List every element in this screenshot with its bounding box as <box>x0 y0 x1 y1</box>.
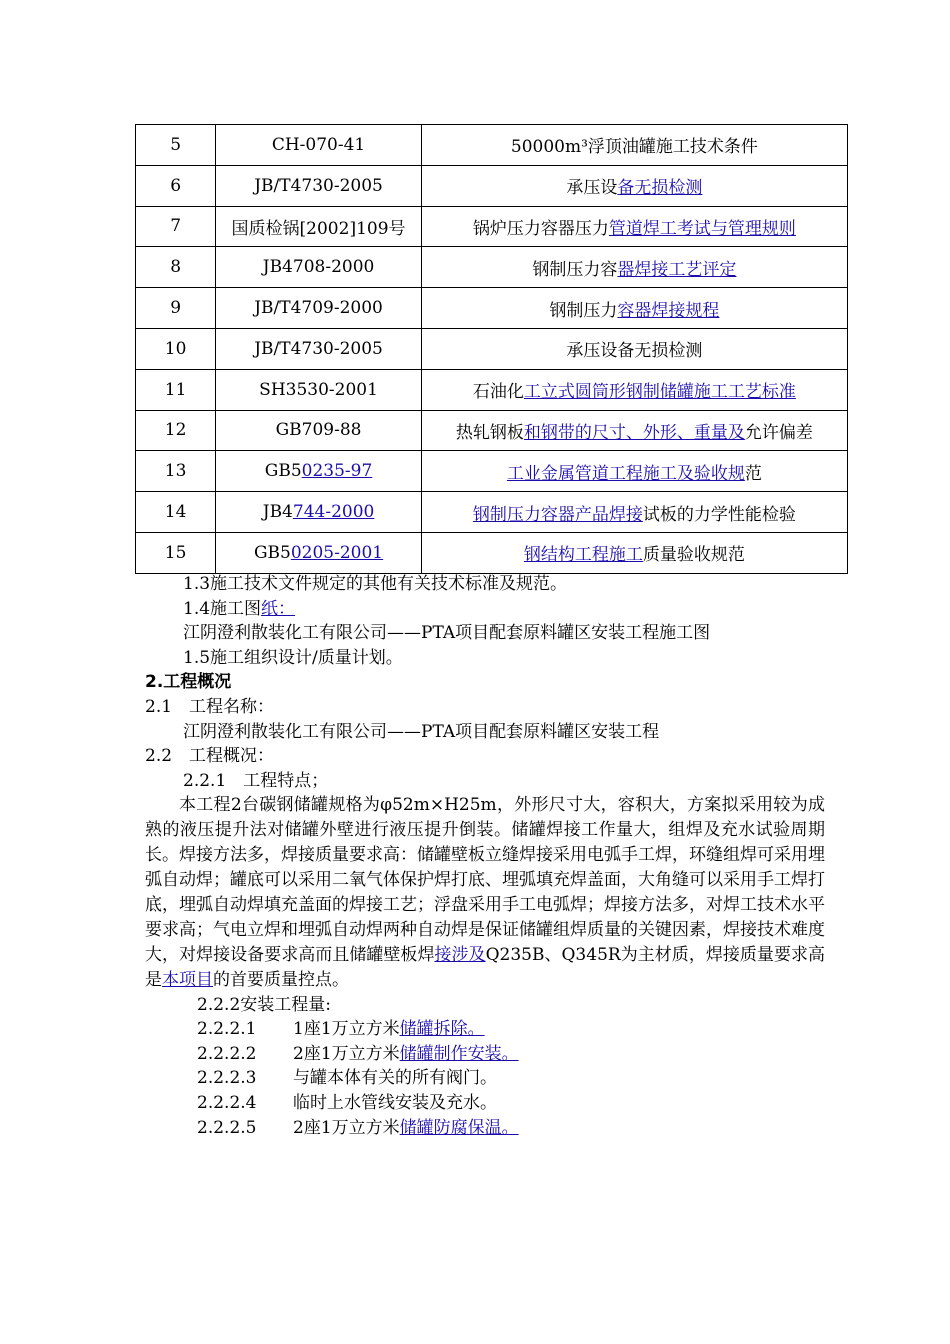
table-row <box>136 165 848 206</box>
standard-title-text: 质量验收规范 <box>642 545 745 566</box>
standard-title-link[interactable]: 容器焊接规程 <box>617 300 720 321</box>
standard-code <box>216 451 422 492</box>
standard-code-prefix: GB5 <box>253 542 291 563</box>
standard-title-link[interactable]: 和钢带的尺寸、外形、重量及 <box>523 422 745 443</box>
row-number: 12 <box>136 410 216 451</box>
project-name: 江阴澄利散装化工有限公司——PTA项目配套原料罐区安装工程 <box>183 721 660 742</box>
install-item <box>145 1116 825 1141</box>
table-row <box>136 451 848 492</box>
install-item-text: 临时上水管线安装及充水。 <box>293 1092 497 1113</box>
row-number: 14 <box>136 492 216 533</box>
standard-title-text: 允许偏差 <box>744 422 813 443</box>
clause-1-4-link[interactable]: 纸： <box>261 598 296 619</box>
standard-title-link[interactable]: 管道焊工考试与管理规则 <box>608 218 796 239</box>
clause-1-4-label: 1.4施工图 <box>183 598 262 619</box>
standard-title <box>421 125 847 166</box>
install-item <box>145 1091 825 1116</box>
standard-title-text: 钢制压力 <box>549 300 618 321</box>
document-body <box>145 572 825 1140</box>
clause-1-4-drawing: 江阴澄利散装化工有限公司——PTA项目配套原料罐区安装工程施工图 <box>183 623 711 644</box>
table-row <box>136 125 848 166</box>
clause-1-3: 1.3施工技术文件规定的其他有关技术标准及规范。 <box>183 574 568 594</box>
standard-title-link[interactable]: 工业金属管道工程施工及验收规 <box>506 463 745 484</box>
clause-2-2-1: 2.2.1 工程特点； <box>183 770 329 791</box>
standards-table-body <box>136 125 848 574</box>
standard-title-text: 锅炉压力容器压力 <box>472 218 609 239</box>
standard-code-link[interactable]: 744-2000 <box>292 502 375 523</box>
table-row <box>136 288 848 329</box>
standard-title-link[interactable]: 备无损检测 <box>617 178 703 199</box>
clause-2-2-2: 2.2.2安装工程量: <box>197 994 331 1015</box>
standard-code: JB/T4730-2005 <box>216 165 422 206</box>
clause-2-2: 2.2 工程概况： <box>145 746 275 767</box>
install-item-number: 2.2.2.3 <box>197 1068 257 1089</box>
standard-code <box>216 532 422 573</box>
standard-title <box>421 165 847 206</box>
install-item <box>145 1042 825 1067</box>
paragraph-link-2[interactable]: 本项目 <box>162 969 213 990</box>
table-row <box>136 328 848 369</box>
standard-title <box>421 206 847 247</box>
standard-title-link[interactable]: 钢制压力容器产品焊接 <box>472 504 643 525</box>
paragraph-text-2: Q235B、Q345R为主材质，焊接质量要求高是 <box>145 944 826 990</box>
project-features-paragraph <box>145 793 825 992</box>
standard-code-link[interactable]: 0235-97 <box>301 461 373 482</box>
standard-code-prefix: GB5 <box>264 461 302 482</box>
standard-code: JB/T4709-2000 <box>216 288 422 329</box>
install-item-number: 2.2.2.4 <box>197 1092 257 1113</box>
standard-code: SH3530-2001 <box>216 369 422 410</box>
install-items-list <box>145 1017 825 1140</box>
row-number: 15 <box>136 532 216 573</box>
standard-title <box>421 451 847 492</box>
table-row <box>136 532 848 573</box>
install-item <box>145 1017 825 1042</box>
row-number: 6 <box>136 165 216 206</box>
install-item-text: 1座1万立方米 <box>293 1019 400 1040</box>
clause-1-4 <box>145 597 825 622</box>
clause-2-1: 2.1 工程名称： <box>145 696 275 717</box>
row-number: 5 <box>136 125 216 166</box>
standard-code: JB/T4730-2005 <box>216 328 422 369</box>
standard-code: JB4708-2000 <box>216 247 422 288</box>
standard-title-link[interactable]: 器焊接工艺评定 <box>617 259 737 280</box>
standard-code-link[interactable]: 0205-2001 <box>290 542 384 563</box>
standard-title-link[interactable]: 钢结构工程施工 <box>523 545 643 566</box>
table-row <box>136 247 848 288</box>
row-number: 8 <box>136 247 216 288</box>
table-row <box>136 492 848 533</box>
install-item-text: 2座1万立方米 <box>293 1043 400 1064</box>
install-item-number: 2.2.2.1 <box>197 1019 257 1040</box>
install-item <box>145 1066 825 1091</box>
install-item-number: 2.2.2.2 <box>197 1043 257 1064</box>
table-row <box>136 206 848 247</box>
standard-code: 国质检锅[2002]109号 <box>216 206 422 247</box>
paragraph-text-1: 本工程2台碳钢储罐规格为φ52m×H25m，外形尺寸大，容积大，方案拟采用较为成熟的液压提升法对储罐外壁进行液压提升倒装。储罐焊接工作量大，组焊及充水试验周期长。焊接方法多，焊接质量要求高：储罐壁板立缝焊接采用电弧手工焊，环缝组焊可采用埋弧自动焊；罐底可以采用二氧气体保护焊打底、埋弧填充焊盖面，大角缝可以采用手工焊打底，埋弧自动焊填充盖面的焊接工艺；浮盘采用手工电弧焊；焊接方法多，对焊工技术水平要求高；气电立焊和埋弧自动焊两种自动焊是保证储罐组焊质量的关键因素，焊接技术难度大，对焊接设备要求高而且储罐壁板焊 <box>145 795 825 965</box>
install-item-number: 2.2.2.5 <box>197 1117 257 1138</box>
standard-title-text: 钢制压力容 <box>532 259 618 280</box>
table-row <box>136 410 848 451</box>
row-number: 10 <box>136 328 216 369</box>
standard-title <box>421 247 847 288</box>
standard-title <box>421 492 847 533</box>
standard-title <box>421 532 847 573</box>
install-item-link[interactable]: 储罐拆除。 <box>399 1019 485 1040</box>
paragraph-link-1[interactable]: 接涉及 <box>434 944 486 965</box>
table-row <box>136 369 848 410</box>
install-item-link[interactable]: 储罐制作安装。 <box>399 1043 519 1064</box>
install-item-link[interactable]: 储罐防腐保温。 <box>399 1117 519 1138</box>
standard-code: GB709-88 <box>216 410 422 451</box>
standard-code-prefix: JB4 <box>262 502 293 523</box>
standard-title-text: 承压设备无损检测 <box>566 341 703 362</box>
standard-title <box>421 410 847 451</box>
row-number: 7 <box>136 206 216 247</box>
standard-code: CH-070-41 <box>216 125 422 166</box>
paragraph-text-3: 的首要质量控点。 <box>213 969 349 990</box>
standard-title-text: 承压设 <box>566 178 618 199</box>
standards-table <box>135 124 848 574</box>
clause-1-5: 1.5施工组织设计/质量计划。 <box>183 647 403 668</box>
standard-title-text: 试板的力学性能检验 <box>642 504 796 525</box>
standard-code <box>216 492 422 533</box>
standard-title-text: 50000m³浮顶油罐施工技术条件 <box>510 137 758 158</box>
standard-title <box>421 328 847 369</box>
standard-title <box>421 369 847 410</box>
standard-title-text: 范 <box>744 463 762 484</box>
standard-title-text: 石油化 <box>472 382 524 403</box>
row-number: 11 <box>136 369 216 410</box>
standard-title-link[interactable]: 工立式圆筒形钢制储罐施工工艺标准 <box>523 382 796 403</box>
install-item-text: 与罐本体有关的所有阀门。 <box>293 1068 497 1089</box>
standard-title <box>421 288 847 329</box>
install-item-text: 2座1万立方米 <box>293 1117 400 1138</box>
standard-title-text: 热轧钢板 <box>455 422 524 443</box>
row-number: 9 <box>136 288 216 329</box>
row-number: 13 <box>136 451 216 492</box>
section-2-heading: 2.工程概况 <box>145 672 232 693</box>
